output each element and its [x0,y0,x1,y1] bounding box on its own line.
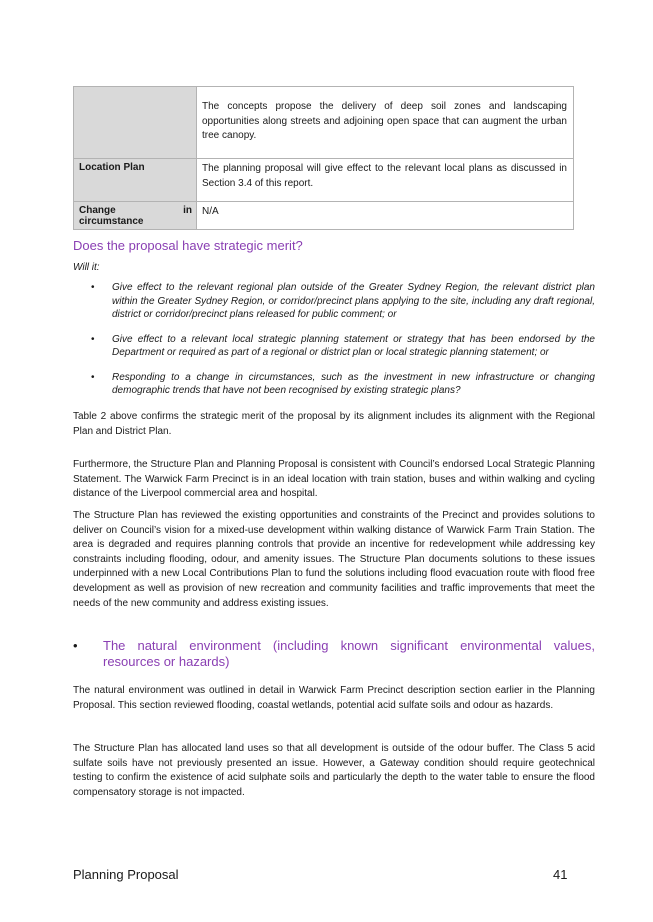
bullet-icon: • [91,282,95,293]
strategic-merit-heading: Does the proposal have strategic merit? [73,238,303,253]
footer-page-number: 41 [553,867,568,882]
bullet-icon: • [91,371,95,383]
table-label-cell: Location Plan [74,159,197,202]
natural-environment-heading-text: The natural environment (including known significant environmental values, resources or hazards) [103,638,595,669]
table-label-line: circumstance [79,216,144,227]
table-value-cell: The concepts propose the delivery of deep soil zones and landscaping opportunities along streets and adjoining open space that can augment the urban tree canopy. [197,87,574,159]
criteria-table [73,86,574,230]
bullet-text: Responding to a change in circumstances, such as the investment in new infrastructure or changing demographic trends that have not been recognised by existing strategic plans? [112,371,595,396]
bullet-text: Give effect to the relevant regional plan outside of the Greater Sydney Region, the relevant district plan within the Greater Sydney Region, or corridor/precinct plans applying to the site, including any draft regional, district or corridor/precinct plans released for public comment; or [112,282,595,320]
table-row [74,87,574,159]
table-label-cell [74,202,197,230]
body-paragraph: The Structure Plan has reviewed the existing opportunities and constraints of the Precinct and provides solutions to deliver on Council’s vision for a mixed-use development within walking distance of Warwick Farm Train Station. The area is degraded and requires planning controls that provide an incentive for redevelopment while addressing key constraints including flooding, odour, and amenity issues. The Structure Plan documents solutions to these issues underpinned with a new Local Contributions Plan to fund the solutions including flood evacuation route with flood free development as well as provision of new recreation and community facilities and traffic improvements that meet the needs of the new community and address existing issues. [73,510,595,609]
natural-environment-heading [73,638,595,670]
table-row [74,202,574,230]
table-value-cell: N/A [197,202,574,230]
bullet-icon: • [91,333,95,345]
body-paragraph: The Structure Plan has allocated land uses so that all development is outside of the odour buffer. The Class 5 acid sulfate soils have not previously presented an issue. However, a Gateway condition should require geotechnical testing to confirm the existence of acid sulphate soils and particularly the depth to the water table to ensure the flood compensatory storage is not impacted. [73,743,595,798]
list-item [73,333,595,360]
bullet-icon: • [73,638,78,653]
table-row [74,159,574,202]
footer-document-title: Planning Proposal [73,867,179,882]
will-it-intro: Will it: [73,262,100,273]
merit-bullet-list [73,281,595,409]
table-label-line: Change in [79,205,192,216]
list-item [73,281,595,322]
table-label-cell [74,87,197,159]
table-value-cell: The planning proposal will give effect to the relevant local plans as discussed in Section 3.4 of this report. [197,159,574,202]
bullet-text: Give effect to a relevant local strategic planning statement or strategy that has been endorsed by the Department or required as part of a regional or district plan or local strategic planning statement; or [112,333,595,358]
list-item [73,371,595,398]
body-paragraph: Furthermore, the Structure Plan and Planning Proposal is consistent with Council’s endorsed Local Strategic Planning Statement. The Warwick Farm Precinct is in an ideal location with train station, buses and within walking and cycling distance of the Liverpool commercial area and hospital. [73,459,595,500]
body-paragraph: The natural environment was outlined in detail in Warwick Farm Precinct description section earlier in the Planning Proposal. This section reviewed flooding, coastal wetlands, potential acid sulfate soils and odour as hazards. [73,685,595,711]
body-paragraph: Table 2 above confirms the strategic merit of the proposal by its alignment includes its alignment with the Regional Plan and District Plan. [73,411,595,437]
